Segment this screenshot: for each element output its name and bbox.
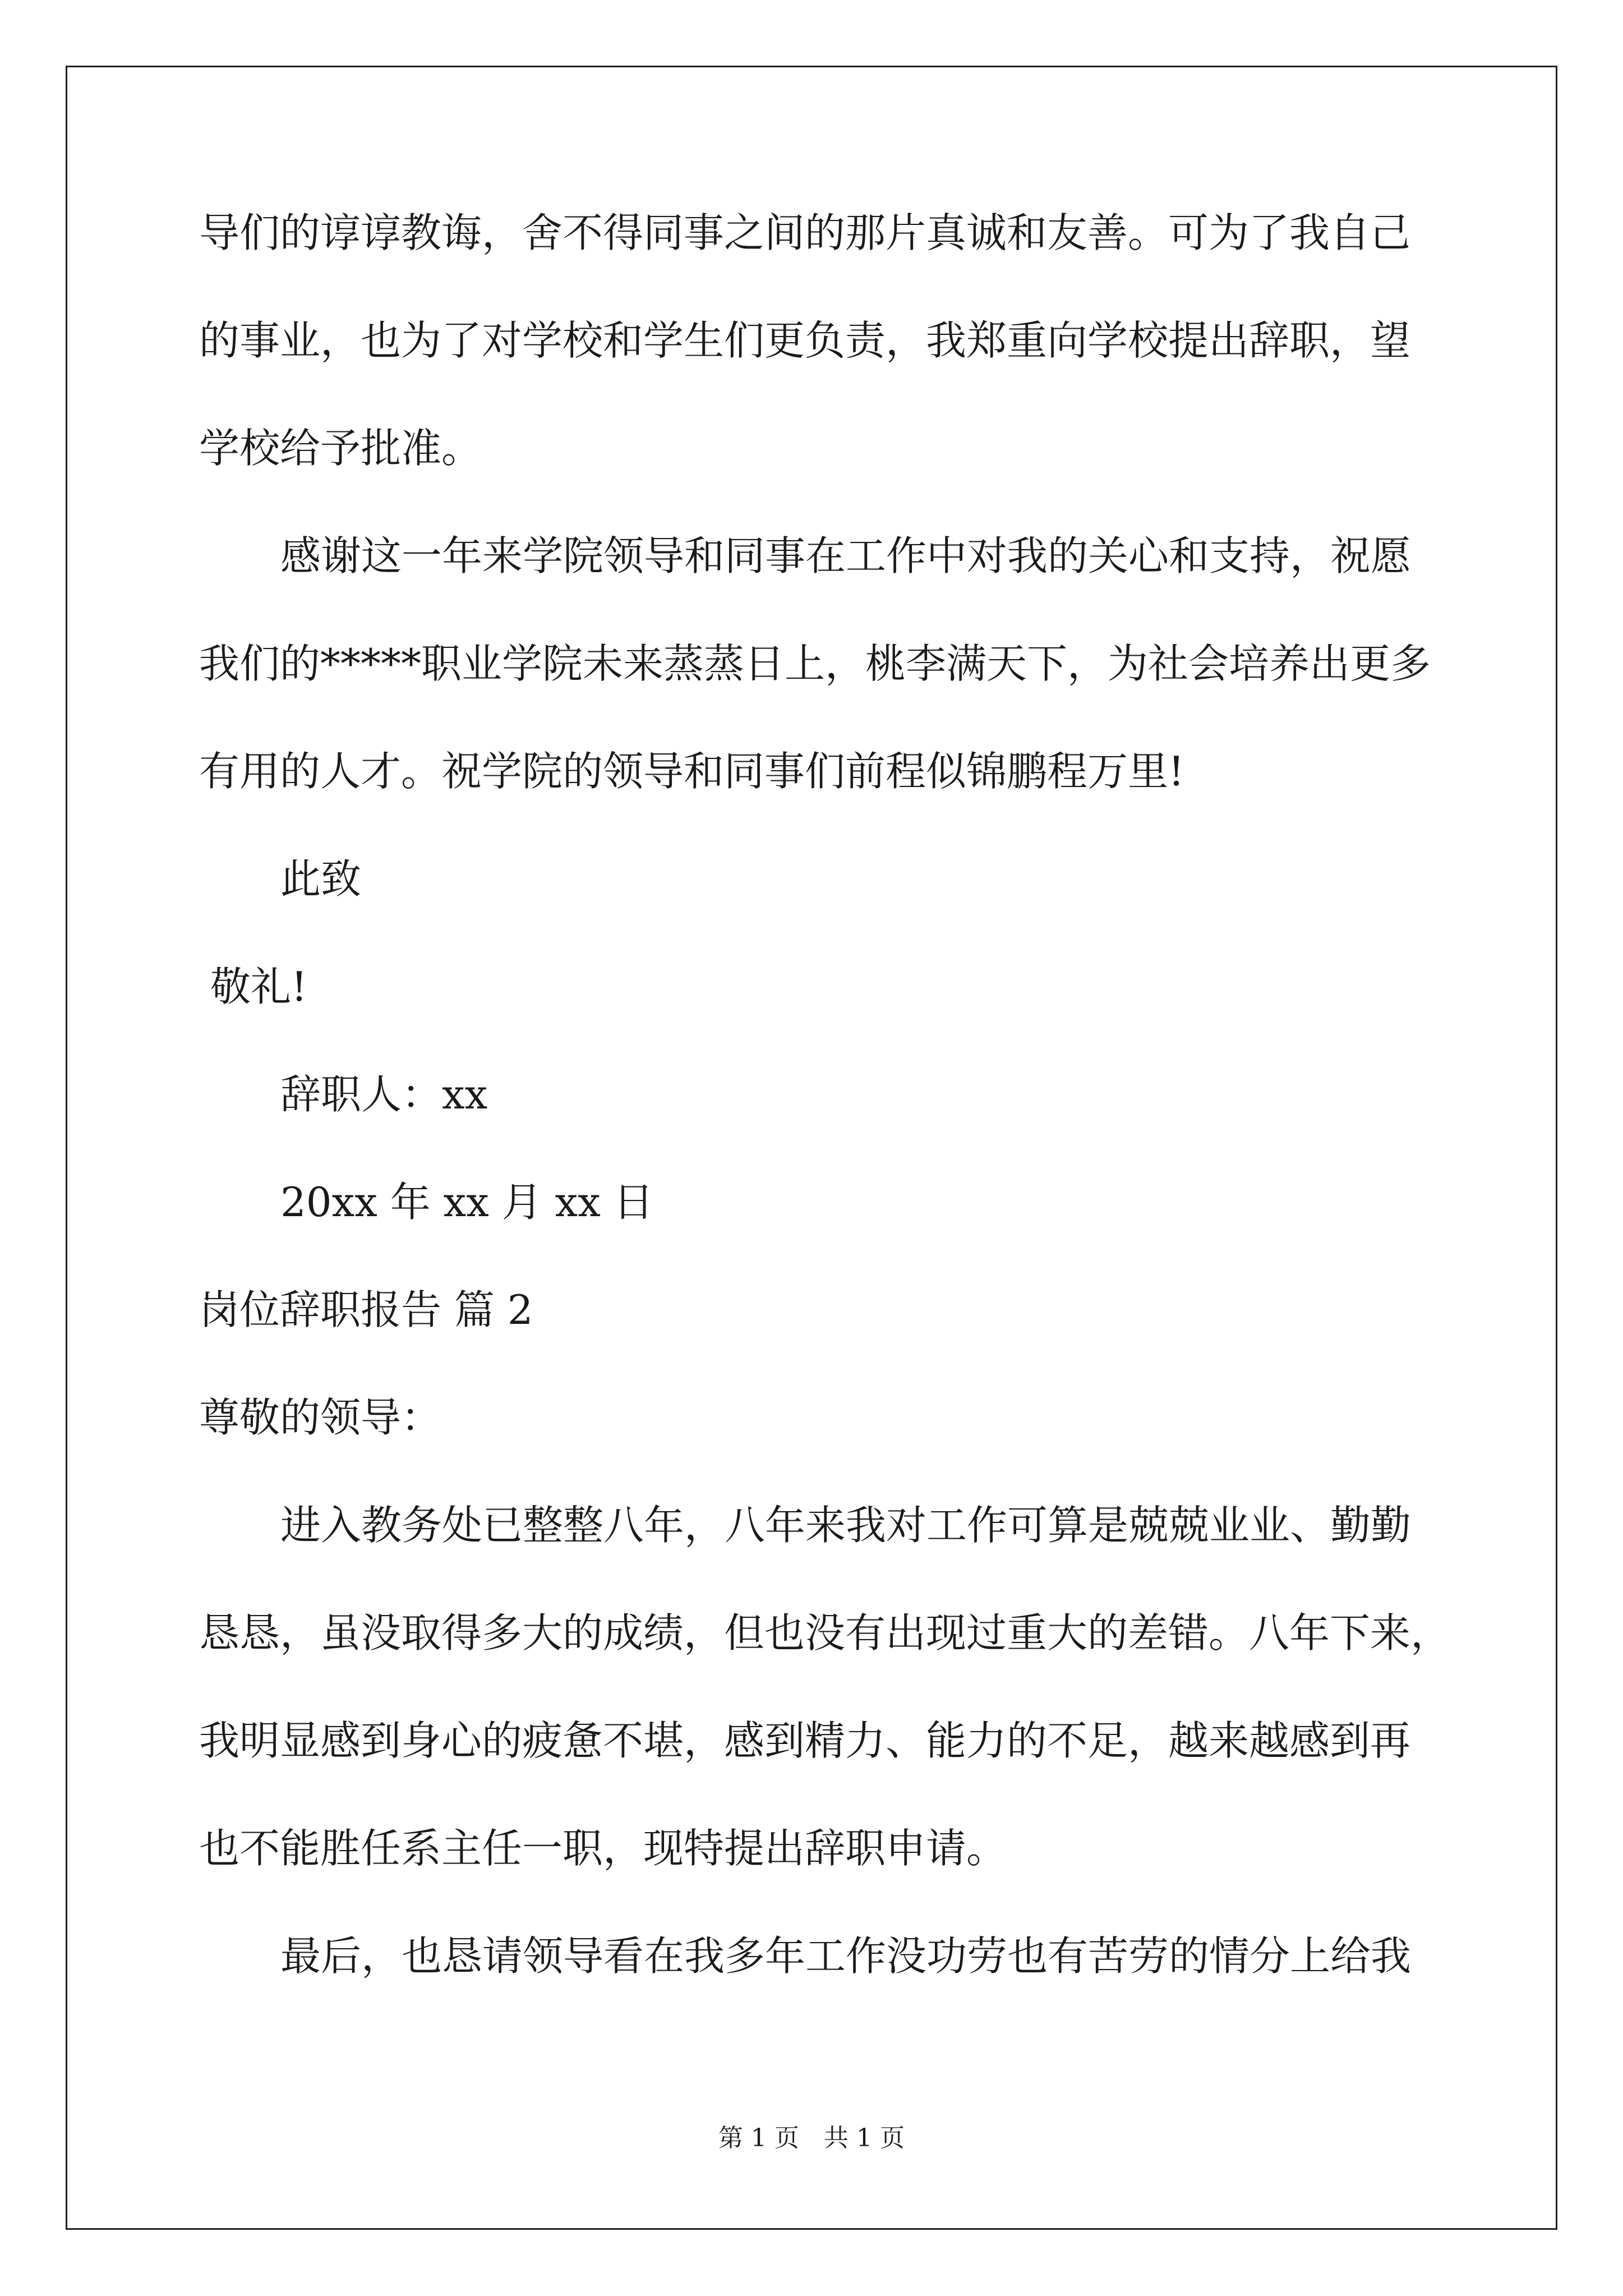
paragraph-line: 恳恳，虽没取得多大的成绩，但也没有出现过重大的差错。八年下来， — [199, 1609, 1451, 1657]
date-line: 20xx 年 xx 月 xx 日 — [280, 1179, 654, 1226]
paragraph-line: 感谢这一年来学院领导和同事在工作中对我的关心和支持，祝愿 — [280, 532, 1412, 579]
paragraph-line: 有用的人才。祝学院的领导和同事们前程似锦鹏程万里! — [199, 748, 1184, 795]
closing-salutation: 此致 — [280, 855, 362, 903]
paragraph-line: 的事业，也为了对学校和学生们更负责，我郑重向学校提出辞职，望 — [199, 317, 1411, 364]
greeting-line: 尊敬的领导： — [199, 1394, 442, 1441]
signature-line: 辞职人：xx — [280, 1071, 488, 1118]
section-heading: 岗位辞职报告 篇 2 — [199, 1286, 533, 1333]
page-number-footer: 第 1 页 共 1 页 — [718, 2124, 905, 2152]
closing-regards: 敬礼! — [210, 963, 307, 1010]
paragraph-line: 进入教务处已整整八年，八年来我对工作可算是兢兢业业、勤勤 — [280, 1502, 1412, 1549]
paragraph-line: 学校给予批准。 — [199, 425, 482, 472]
paragraph-line: 我们的*****职业学院未来蒸蒸日上，桃李满天下，为社会培养出更多 — [199, 640, 1431, 687]
page-border — [66, 66, 1557, 2230]
paragraph-line: 最后，也恳请领导看在我多年工作没功劳也有苦劳的情分上给我 — [280, 1932, 1412, 1980]
paragraph-line: 导们的谆谆教诲，舍不得同事之间的那片真诚和友善。可为了我自己 — [199, 209, 1411, 256]
paragraph-line: 我明显感到身心的疲惫不堪，感到精力、能力的不足，越来越感到再 — [199, 1717, 1411, 1764]
paragraph-line: 也不能胜任系主任一职，现特提出辞职申请。 — [199, 1825, 1007, 1872]
